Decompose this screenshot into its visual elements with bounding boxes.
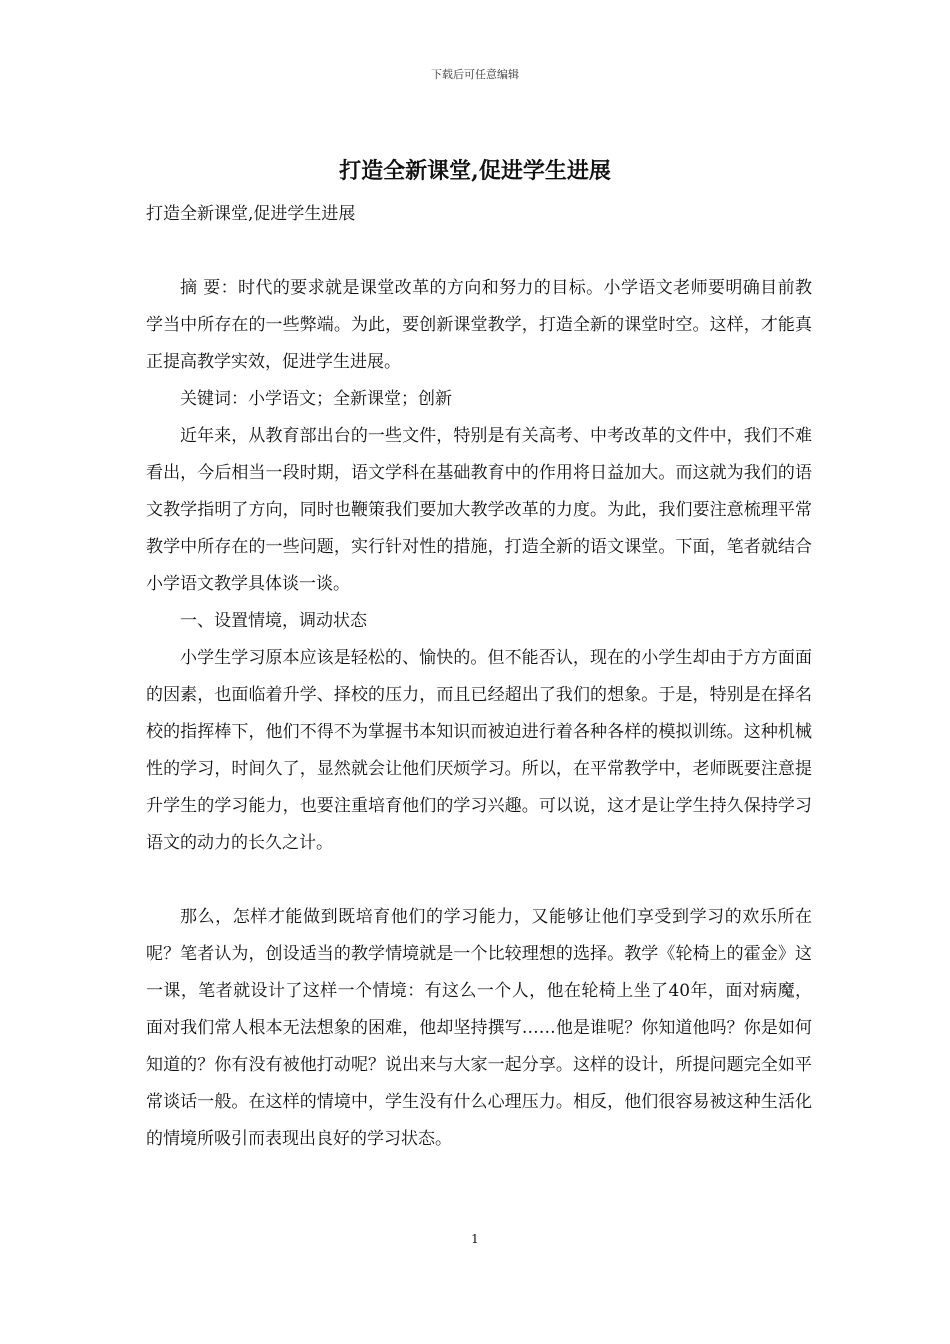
document-subtitle: 打造全新课堂,促进学生进展 <box>146 204 356 224</box>
abstract-paragraph: 摘 要：时代的要求就是课堂改革的方向和努力的目标。小学语文老师要明确目前教学当中所存在的一些弊端。为此，要创新课堂教学，打造全新的课堂时空。这样，才能真正提高教学实效，促进学生进展。 <box>146 278 812 372</box>
page-header-note: 下载后可任意编辑 <box>431 68 519 81</box>
intro-paragraph: 近年来，从教育部出台的一些文件，特别是有关高考、中考改革的文件中，我们不难看出，今后相当一段时期，语文学科在基础教育中的作用将日益加大。而这就为我们的语文教学指明了方向，同时也鞭策我们要加大教学改革的力度。为此，我们要注意梳理平常教学中所存在的一些问题，实行针对性的措施，打造全新的语文课堂。下面，笔者就结合小学语文教学具体谈一谈。 <box>146 426 812 594</box>
section-1-heading: 一、设置情境，调动状态 <box>180 611 367 631</box>
page-number: 1 <box>471 1232 479 1246</box>
document-title: 打造全新课堂,促进学生进展 <box>339 158 611 184</box>
section-1-paragraph-2: 那么，怎样才能做到既培育他们的学习能力，又能够让他们享受到学习的欢乐所在呢？笔者认为，创设适当的教学情境就是一个比较理想的选择。教学《轮椅上的霍金》这一课，笔者就设计了这样一个情境：有这么一个人，他在轮椅上坐了40年，面对病魔，面对我们常人根本无法想象的困难，他却坚持撰写……他是谁呢？你知道他吗？你是如何知道的？你有没有被他打动呢？说出来与大家一起分享。这样的设计，所提问题完全如平常谈话一般。在这样的情境中，学生没有什么心理压力。相反，他们很容易被这种生活化的情境所吸引而表现出良好的学习状态。 <box>146 907 812 1149</box>
document-body <box>146 196 812 1158</box>
section-1-paragraph-1: 小学生学习原本应该是轻松的、愉快的。但不能否认，现在的小学生却由于方方面面的因素，也面临着升学、择校的压力，而且已经超出了我们的想象。于是，特别是在择名校的指挥棒下，他们不得不为掌握书本知识而被迫进行着各种各样的模拟训练。这种机械性的学习，时间久了，显然就会让他们厌烦学习。所以，在平常教学中，老师既要注意提升学生的学习能力，也要注重培育他们的学习兴趣。可以说，这才是让学生持久保持学习语文的动力的长久之计。 <box>146 648 812 853</box>
keywords-line: 关键词：小学语文；全新课堂；创新 <box>180 389 452 409</box>
